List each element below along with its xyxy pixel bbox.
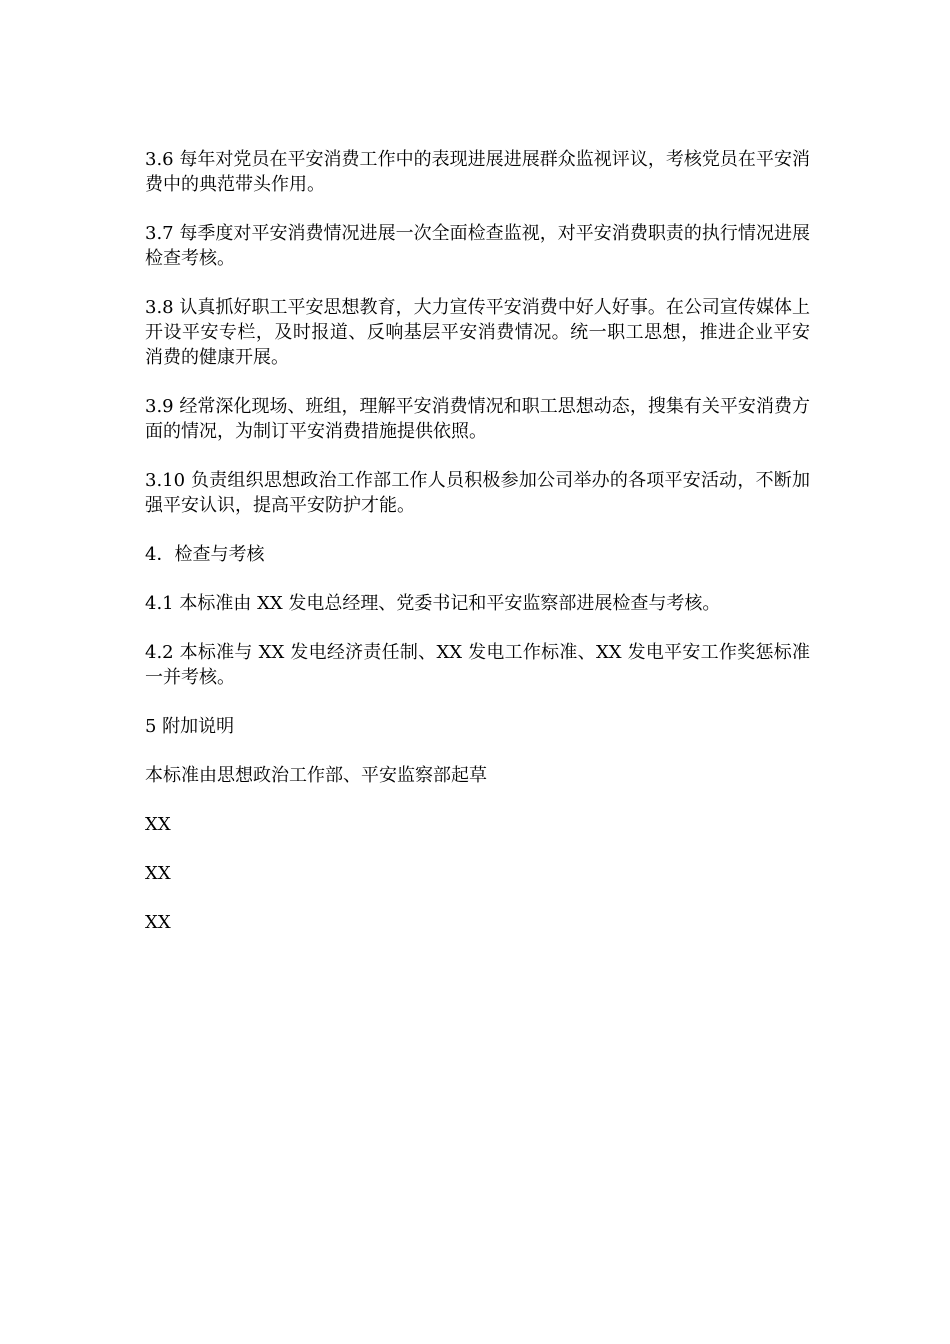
placeholder-line-1: XX xyxy=(145,814,171,835)
paragraph-3-6: 3.6 每年对党员在平安消费工作中的表现进展进展群众监视评议，考核党员在平安消费中的典范带头作用。 xyxy=(145,149,810,195)
section-heading-5: 5 附加说明 xyxy=(145,716,235,737)
paragraph-4-2: 4.2 本标准与 XX 发电经济责任制、XX 发电工作标准、XX 发电平安工作奖惩标准一并考核。 xyxy=(145,642,810,688)
placeholder-line-2: XX xyxy=(145,863,171,884)
paragraph-3-10: 3.10 负责组织思想政治工作部工作人员积极参加公司举办的各项平安活动，不断加强平安认识，提高平安防护才能。 xyxy=(145,470,810,516)
paragraph-3-8: 3.8 认真抓好职工平安思想教育，大力宣传平安消费中好人好事。在公司宣传媒体上开设平安专栏，及时报道、反响基层平安消费情况。统一职工思想，推进企业平安消费的健康开展。 xyxy=(145,297,810,368)
document-body xyxy=(145,147,810,959)
placeholder-line-3: XX xyxy=(145,912,171,933)
paragraph-3-9: 3.9 经常深化现场、班组，理解平安消费情况和职工思想动态，搜集有关平安消费方面的情况，为制订平安消费措施提供依照。 xyxy=(145,396,810,442)
paragraph-3-7: 3.7 每季度对平安消费情况进展一次全面检查监视，对平安消费职责的执行情况进展检查考核。 xyxy=(145,223,810,269)
drafting-note: 本标准由思想政治工作部、平安监察部起草 xyxy=(145,765,487,786)
section-heading-4: 4．检查与考核 xyxy=(145,544,265,565)
paragraph-4-1: 4.1 本标准由 XX 发电总经理、党委书记和平安监察部进展检查与考核。 xyxy=(145,593,721,614)
